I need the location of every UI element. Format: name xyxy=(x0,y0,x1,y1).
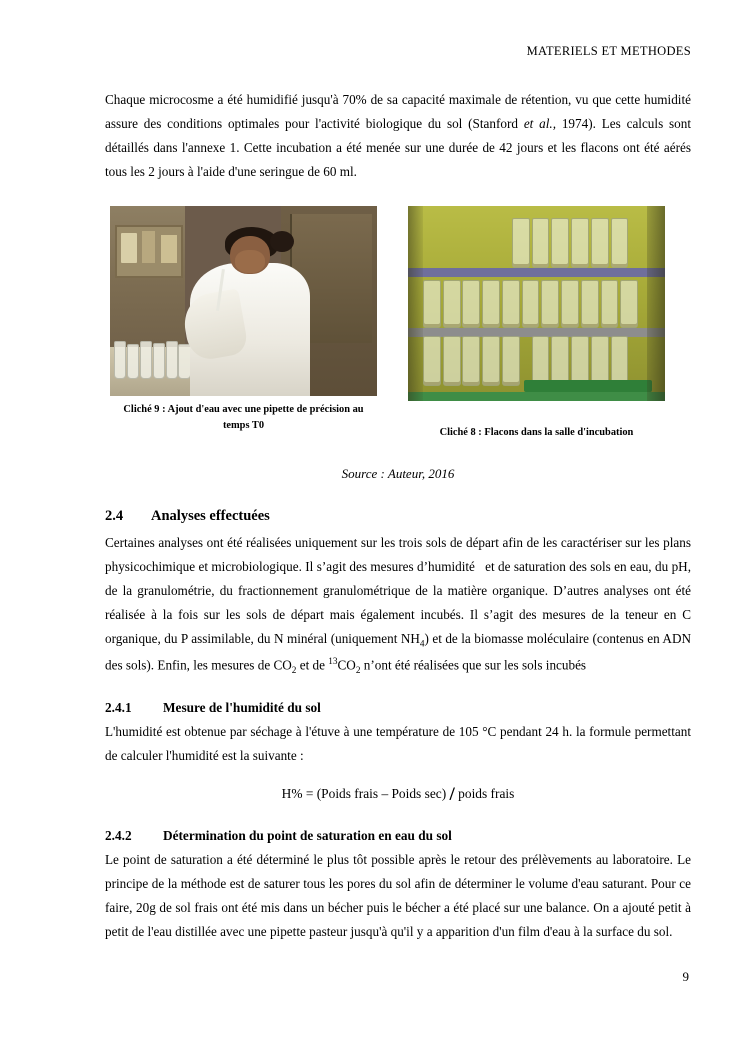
photo-shelf-middle xyxy=(408,268,665,336)
figure-left-caption xyxy=(110,402,377,434)
paragraph-analyses: Certaines analyses ont été réalisées uniquement sur les trois sols de départ afin de les caractériser sur les plans physicochimique et microbiologique. Il s’agit des mesures d’humidité et de saturation des sols en eau, du pH, de la granulométrie, du fractionnement granulométrique de la matière organique. D’autres analyses ont été réalisée à la fois sur les sols de départ mais également incubés. Il s’agit des mesures de la teneur en C organique, du P assimilable, du N minéral (uniquement $NH_4$) et de la biomasse moléculaire (contenus en ADN des sols). Enfin, les mesures de $CO_2$ et de $^{13}CO_2$ n’ont été réalisées que sur les sols incubés xyxy=(105,535,691,675)
section-heading-humidite xyxy=(105,700,691,716)
figure-right-caption: Cliché 8 : Flacons dans la salle d'incubation xyxy=(439,427,634,439)
photo-ponytail xyxy=(270,231,294,252)
section-heading-analyses xyxy=(105,508,691,525)
section-title-humidite: Mesure de l'humidité du sol xyxy=(163,700,321,716)
photo-bottle-b xyxy=(142,231,155,263)
photo-jar-row-top xyxy=(413,220,660,268)
section-heading-saturation xyxy=(105,828,691,844)
photo-jar-row-middle xyxy=(413,282,660,328)
photo-green-tray xyxy=(524,380,653,392)
formula-prefix: H% = (Poids frais – Poids sec) xyxy=(281,786,447,802)
formula-suffix: poids frais xyxy=(458,786,515,802)
photo-jar-row-bottom xyxy=(413,338,660,386)
running-head: MATERIELS ET METHODES xyxy=(526,44,691,58)
photo-shelf-top xyxy=(408,206,665,276)
paragraph-intro xyxy=(105,88,691,184)
paragraph-intro-part2: 1974). Les calculs sont détaillés dans l'annexe 1. Cette incubation a été menée sur une durée de 42 jours et les flacons ont été aérés tous les 2 jours à l'aide d'une seringue de 60 ml. xyxy=(105,116,692,180)
figure-group xyxy=(105,206,691,456)
paragraph-humidite: L'humidité est obtenue par séchage à l'étuve à une température de 105 °C pendant 24 h. la formule permettant de calculer l'humidité est la suivante : xyxy=(105,724,691,764)
figure-left-caption-line2: temps T0 xyxy=(222,420,265,432)
section-title-analyses: Analyses effectuées xyxy=(151,508,270,525)
photo-right-wall-shadow xyxy=(647,206,665,401)
section-number-humidite: 2.4.1 xyxy=(105,700,132,716)
formula-humidity xyxy=(105,784,691,806)
photo-pipette-addition xyxy=(110,206,377,396)
formula-division-slash: / xyxy=(449,784,455,806)
photo-bottle-c xyxy=(161,235,177,264)
photo-bottle-a xyxy=(121,233,137,263)
paragraph-intro-part1: Chaque microcosme a été humidifié jusqu'à 70% de sa capacité maximale de rétention, vu que cette humidité assure des conditions optimales pour l'activité biologique du sol (Stanford xyxy=(105,92,691,132)
section-number-analyses: 2.4 xyxy=(105,508,124,525)
page-number: 9 xyxy=(682,969,689,984)
photo-shelf-bottom xyxy=(408,328,665,401)
photo-incubation-room xyxy=(408,206,665,401)
figure-source: Source : Auteur, 2016 xyxy=(341,466,455,482)
figure-left-caption-line1: Cliché 9 : Ajout d'eau avec une pipette de précision au xyxy=(123,404,364,416)
photo-plank-bottom xyxy=(408,392,665,401)
citation-et-al: et al., xyxy=(523,116,557,132)
photo-face xyxy=(235,250,264,273)
page-content xyxy=(105,88,691,944)
photo-left-wall-shadow xyxy=(408,206,423,401)
figure-left xyxy=(110,206,377,434)
section-number-saturation: 2.4.2 xyxy=(105,828,132,844)
paragraph-saturation: Le point de saturation a été déterminé le plus tôt possible après le retour des prélèvements au laboratoire. Le principe de la méthode est de saturer tous les pores du sol afin de déterminer le volume d'eau saturant. Pour ce faire, 20g de sol frais ont été mis dans un bécher puis le bécher a été placé sur une balance. On a ajouté petit à petit de l'eau distillée avec une pipette pasteur jusqu'à qu'il y a apparition d'un film d'eau à la surface du sol. xyxy=(105,852,691,940)
figure-right xyxy=(408,206,665,441)
section-title-saturation: Détermination du point de saturation en eau du sol xyxy=(163,828,452,844)
